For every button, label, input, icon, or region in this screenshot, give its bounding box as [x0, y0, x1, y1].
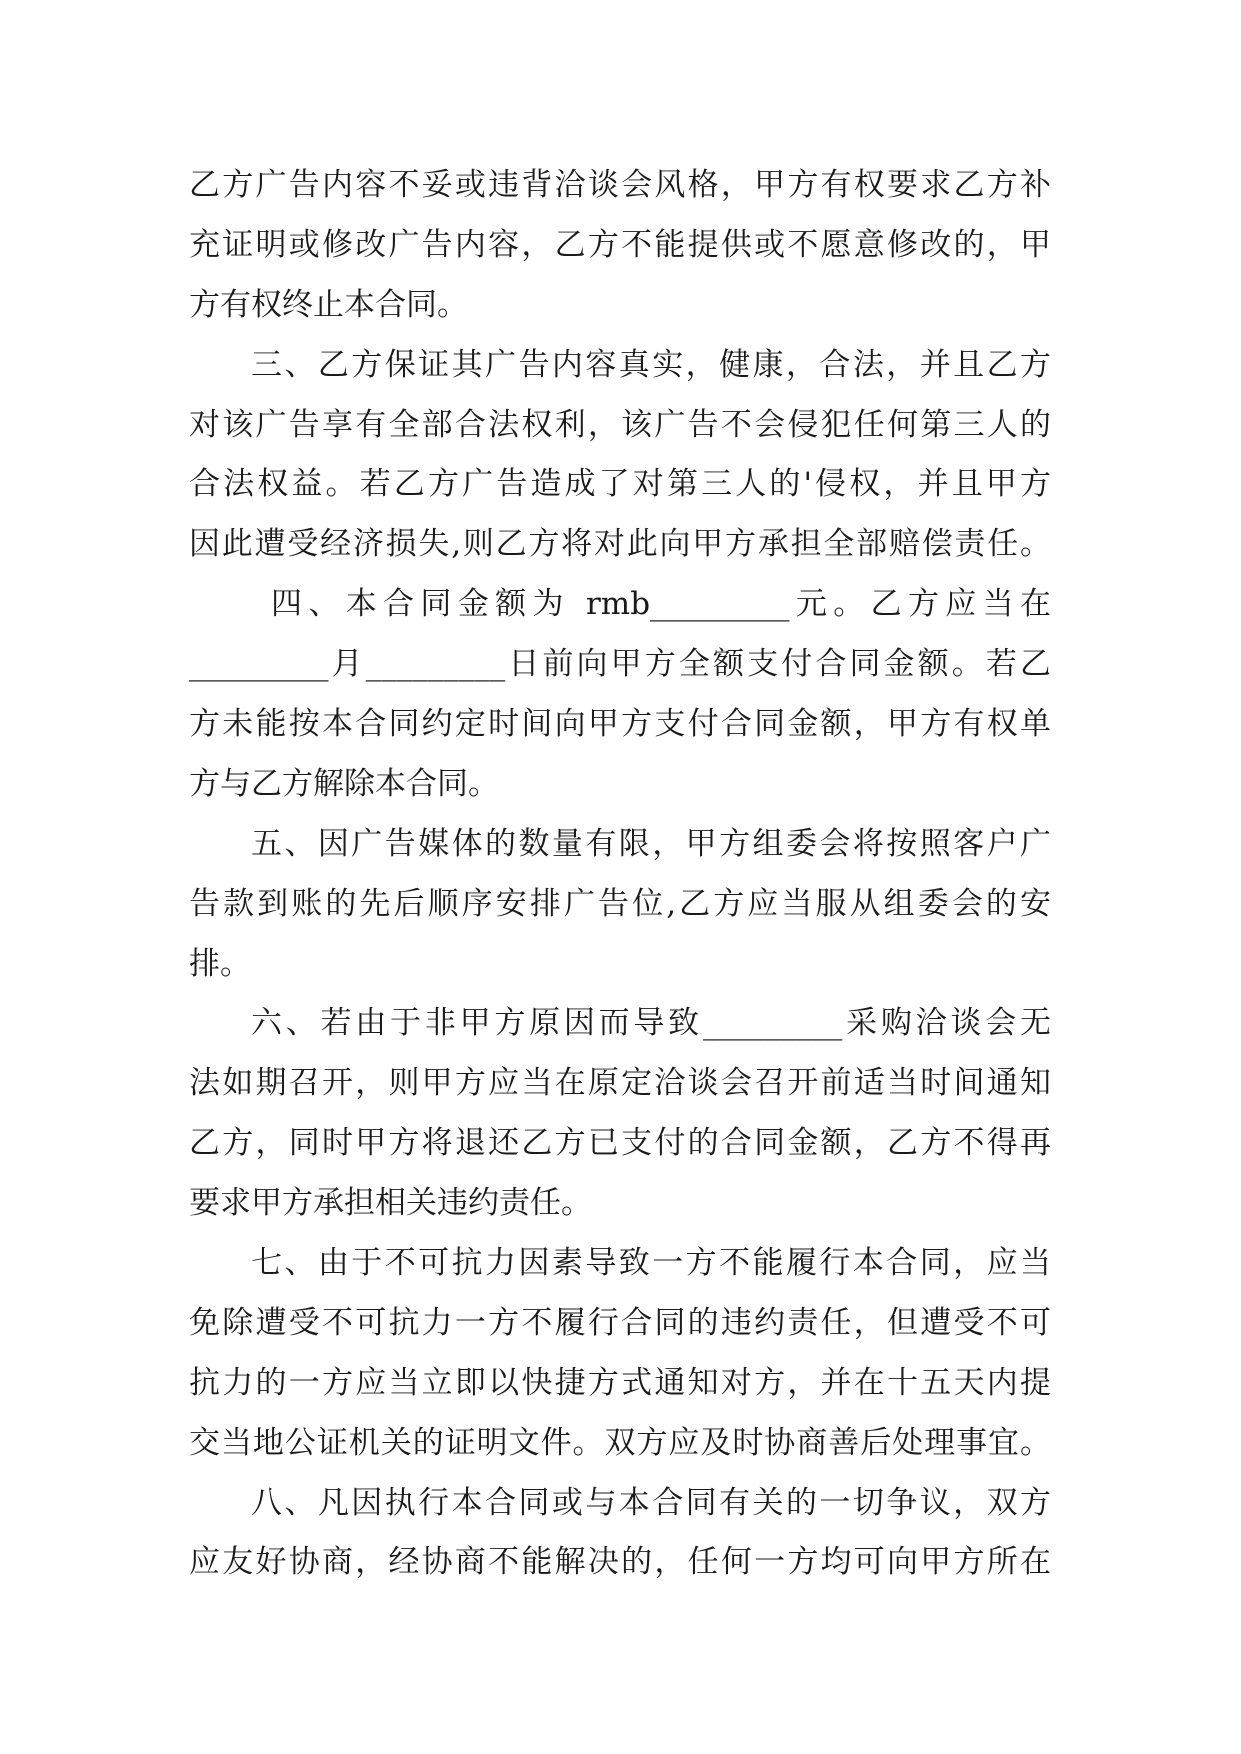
text-line: 法如期召开，则甲方应当在原定洽谈会召开前适当时间通知: [189, 1065, 1051, 1102]
text-line: 对该广告享有全部合法权利，该广告不会侵犯任何第三人的: [189, 406, 1051, 443]
text-line: 因此遭受经济损失,则乙方将对此向甲方承担全部赔偿责任。: [189, 526, 1051, 563]
text-line: 交当地公证机关的证明文件。双方应及时协商善后处理事宜。: [189, 1424, 1051, 1461]
clause-8-start: 八、凡因执行本合同或与本合同有关的一切争议，双方: [251, 1484, 1051, 1521]
text-line: 排。: [189, 945, 251, 982]
text-line: 抗力的一方应当立即以快捷方式通知对方，并在十五天内提: [189, 1364, 1051, 1401]
clause-5-start: 五、因广告媒体的数量有限，甲方组委会将按照客户广: [251, 825, 1051, 862]
text-line: 告款到账的先后顺序安排广告位,乙方应当服从组委会的安: [189, 885, 1051, 922]
clause-3-start: 三、乙方保证其广告内容真实，健康，合法，并且乙方: [251, 346, 1051, 383]
text-line: 充证明或修改广告内容，乙方不能提供或不愿意修改的，甲: [189, 226, 1051, 263]
text-line: 免除遭受不可抗力一方不履行合同的违约责任，但遭受不可: [189, 1304, 1051, 1341]
text-line: 要求甲方承担相关违约责任。: [189, 1185, 592, 1222]
text-line: _________月_________日前向甲方全额支付合同金额。若乙: [189, 646, 1051, 683]
text-line: 应友好协商，经协商不能解决的，任何一方均可向甲方所在: [189, 1544, 1051, 1581]
contract-body: [189, 156, 1051, 1593]
text-line: 方未能按本合同约定时间向甲方支付合同金额，甲方有权单: [189, 706, 1051, 743]
text-line: 乙方广告内容不妥或违背洽谈会风格，甲方有权要求乙方补: [189, 167, 1051, 203]
clause-6-start: 六、若由于非甲方原因而导致_________采购洽谈会无: [251, 1005, 1051, 1042]
clause-7-start: 七、由于不可抗力因素导致一方不能履行本合同，应当: [251, 1245, 1051, 1282]
text-line: 乙方，同时甲方将退还乙方已支付的合同金额，乙方不得再: [189, 1125, 1051, 1162]
text-line: 方与乙方解除本合同。: [189, 765, 499, 802]
text-line: 合法权益。若乙方广告造成了对第三人的'侵权，并且甲方: [189, 466, 1051, 503]
clause-4-start: 四、本合同金额为 rmb_________元。乙方应当在: [271, 586, 1051, 623]
text-line: 方有权终止本合同。: [189, 286, 468, 323]
